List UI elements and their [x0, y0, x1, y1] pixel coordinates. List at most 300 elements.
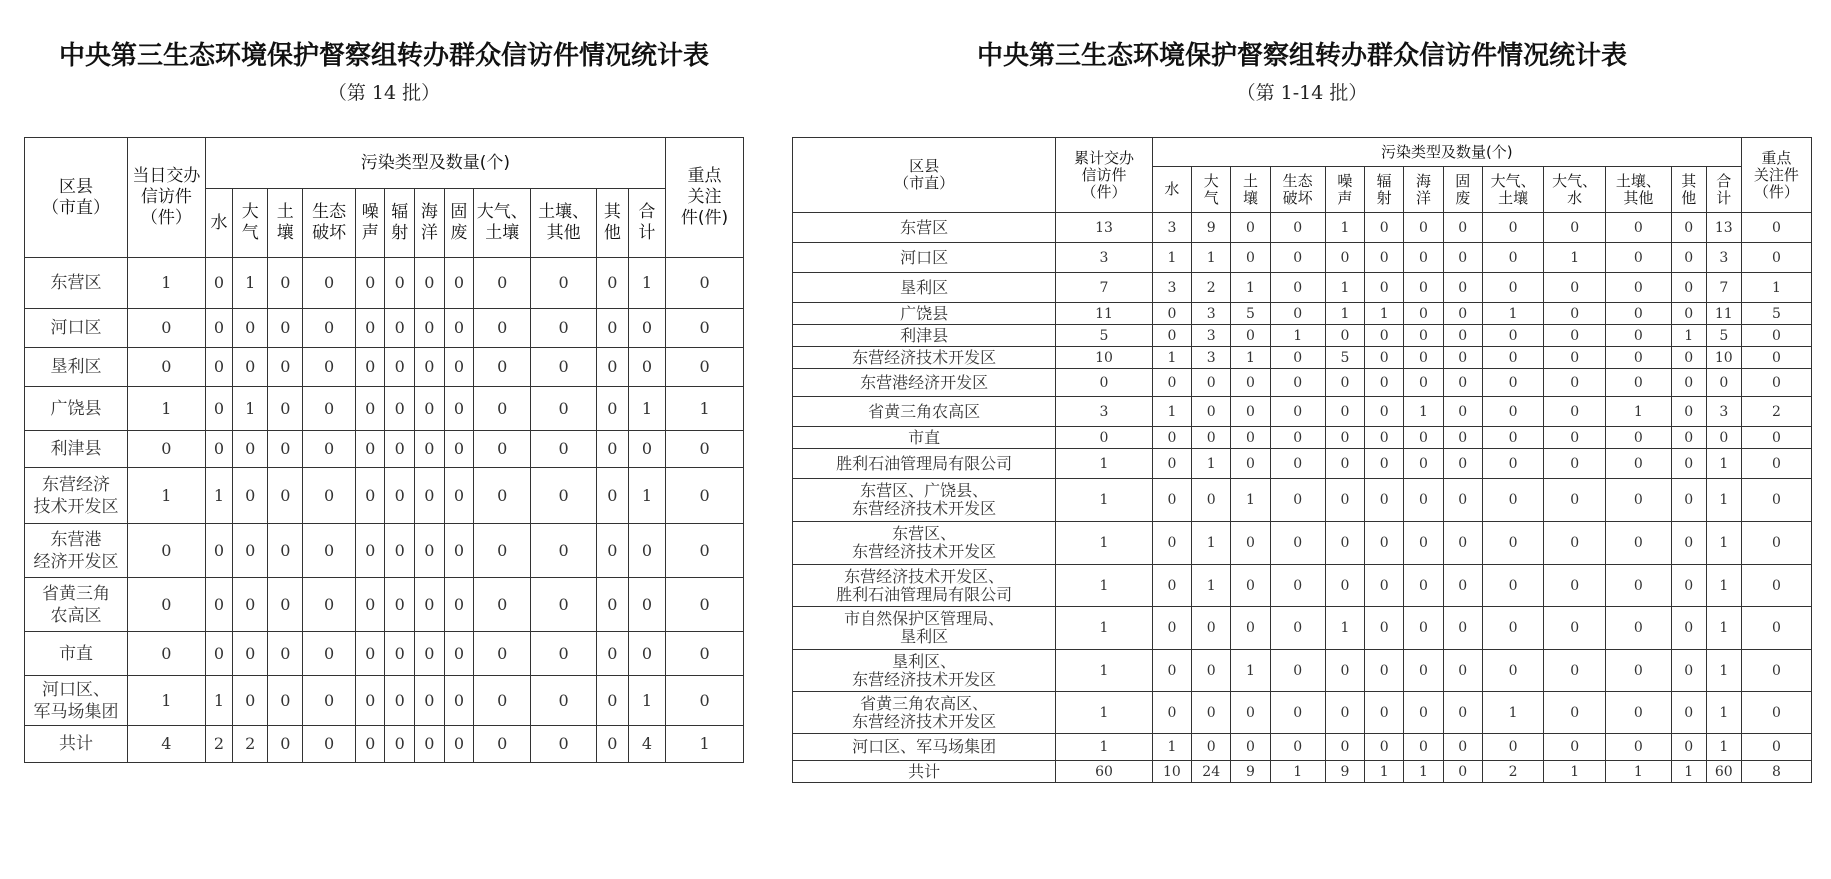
left-cell: 1 — [233, 387, 268, 431]
right-cell: 0 — [1671, 213, 1706, 243]
right-cell: 0 — [1544, 347, 1606, 369]
right-cell: 0 — [1544, 692, 1606, 734]
right-cell: 1 — [1231, 273, 1270, 303]
right-cell: 1 — [1365, 761, 1404, 783]
right-cell: 13 — [1706, 213, 1741, 243]
right-cell: 0 — [1671, 650, 1706, 692]
right-cell: 0 — [1482, 607, 1544, 650]
right-cell: 8 — [1741, 761, 1811, 783]
left-cell: 0 — [531, 258, 597, 309]
right-header-type: 生态 破坏 — [1270, 167, 1325, 213]
right-cell: 0 — [1671, 479, 1706, 522]
right-cell: 0 — [1231, 734, 1270, 761]
left-header-type: 生态 破坏 — [303, 189, 356, 258]
right-cell: 0 — [1482, 479, 1544, 522]
right-cell: 5 — [1741, 303, 1811, 325]
right-cell: 0 — [1544, 427, 1606, 449]
left-cell: 0 — [268, 387, 303, 431]
right-cell: 1 — [1231, 347, 1270, 369]
right-cell: 0 — [1365, 273, 1404, 303]
left-row-name: 利津县 — [25, 431, 128, 468]
right-cell: 1 — [1741, 273, 1811, 303]
right-cell: 1 — [1325, 303, 1364, 325]
left-cell: 0 — [666, 348, 744, 387]
left-cell: 0 — [531, 726, 597, 763]
right-cell: 0 — [1270, 397, 1325, 427]
right-cell: 3 — [1192, 303, 1231, 325]
left-row-name: 河口区、 军马场集团 — [25, 676, 128, 726]
right-cell: 0 — [1671, 303, 1706, 325]
right-cell: 24 — [1192, 761, 1231, 783]
left-cell: 0 — [474, 348, 531, 387]
right-cell: 3 — [1706, 397, 1741, 427]
right-cell: 0 — [1544, 213, 1606, 243]
right-cell: 0 — [1270, 692, 1325, 734]
left-cell: 1 — [666, 726, 744, 763]
right-cell: 1 — [1706, 650, 1741, 692]
left-cell: 0 — [303, 676, 356, 726]
right-cell: 0 — [1325, 479, 1364, 522]
left-cell: 0 — [385, 524, 415, 578]
right-cell: 3 — [1152, 213, 1191, 243]
right-cell: 0 — [1404, 650, 1443, 692]
left-cell: 0 — [385, 258, 415, 309]
right-cell: 0 — [1404, 522, 1443, 565]
left-cell: 0 — [531, 309, 597, 348]
left-cell: 0 — [596, 578, 628, 632]
table-row — [25, 524, 744, 578]
right-cell: 3 — [1706, 243, 1741, 273]
right-header-type: 大气、 水 — [1544, 167, 1606, 213]
table-row — [25, 258, 744, 309]
right-cell: 5 — [1325, 347, 1364, 369]
left-cell: 0 — [666, 258, 744, 309]
right-cell: 0 — [1482, 397, 1544, 427]
right-cell: 0 — [1404, 273, 1443, 303]
right-cell: 0 — [1741, 607, 1811, 650]
left-cell: 1 — [128, 258, 206, 309]
right-cell: 0 — [1365, 650, 1404, 692]
right-cell: 0 — [1741, 325, 1811, 347]
right-cell: 0 — [1544, 397, 1606, 427]
right-cell: 0 — [1365, 347, 1404, 369]
left-cell: 0 — [628, 309, 665, 348]
right-cell: 10 — [1706, 347, 1741, 369]
right-header-cumulative: 累计交办 信访件 （件） — [1056, 138, 1153, 213]
right-cell: 0 — [1671, 692, 1706, 734]
right-cell: 1 — [1152, 243, 1191, 273]
right-row-name: 市自然保护区管理局、 垦利区 — [793, 607, 1056, 650]
right-cell: 0 — [1741, 369, 1811, 397]
right-cell: 0 — [1404, 303, 1443, 325]
right-cell: 0 — [1325, 325, 1364, 347]
table-row — [793, 213, 1812, 243]
table-row — [25, 387, 744, 431]
right-cell: 0 — [1605, 522, 1671, 565]
right-cell: 2 — [1741, 397, 1811, 427]
left-cell: 0 — [531, 524, 597, 578]
right-cell: 60 — [1706, 761, 1741, 783]
right-cell: 1 — [1706, 692, 1741, 734]
left-cell: 0 — [596, 431, 628, 468]
right-cell: 0 — [1605, 427, 1671, 449]
right-cell: 0 — [1482, 734, 1544, 761]
left-cell: 0 — [531, 578, 597, 632]
right-cell: 0 — [1152, 303, 1191, 325]
right-cell: 0 — [1671, 397, 1706, 427]
right-header-type: 大气、 土壤 — [1482, 167, 1544, 213]
right-cell: 1 — [1706, 479, 1741, 522]
left-header-type: 噪 声 — [355, 189, 385, 258]
right-cell: 0 — [1404, 369, 1443, 397]
right-cell: 0 — [1270, 650, 1325, 692]
right-cell: 0 — [1544, 565, 1606, 607]
left-cell: 0 — [596, 309, 628, 348]
right-cell: 0 — [1605, 303, 1671, 325]
right-cell: 0 — [1741, 347, 1811, 369]
right-cell: 0 — [1404, 347, 1443, 369]
left-cell: 0 — [596, 726, 628, 763]
right-cell: 0 — [1706, 427, 1741, 449]
left-cell: 0 — [415, 524, 445, 578]
left-cell: 0 — [303, 578, 356, 632]
right-cell: 0 — [1231, 397, 1270, 427]
left-cell: 0 — [628, 348, 665, 387]
right-cell: 13 — [1056, 213, 1153, 243]
right-cell: 0 — [1325, 565, 1364, 607]
left-cell: 0 — [355, 387, 385, 431]
left-cell: 0 — [596, 524, 628, 578]
right-cell: 0 — [1443, 347, 1482, 369]
right-cell: 1 — [1270, 761, 1325, 783]
right-cell: 11 — [1706, 303, 1741, 325]
right-cell: 3 — [1192, 347, 1231, 369]
right-cell: 0 — [1192, 369, 1231, 397]
table-row — [793, 347, 1812, 369]
right-cell: 0 — [1544, 479, 1606, 522]
right-cell: 0 — [1671, 427, 1706, 449]
right-cell: 0 — [1056, 369, 1153, 397]
left-cell: 0 — [474, 309, 531, 348]
right-cell: 0 — [1443, 734, 1482, 761]
right-cell: 0 — [1365, 449, 1404, 479]
left-cell: 2 — [233, 726, 268, 763]
right-cell: 0 — [1231, 213, 1270, 243]
right-cell: 1 — [1544, 761, 1606, 783]
left-row-name: 市直 — [25, 632, 128, 676]
right-cell: 1 — [1706, 449, 1741, 479]
right-cell: 0 — [1365, 397, 1404, 427]
left-cell: 0 — [385, 387, 415, 431]
left-cell: 0 — [415, 468, 445, 524]
table-row — [25, 578, 744, 632]
right-cell: 0 — [1365, 479, 1404, 522]
right-cell: 1 — [1056, 734, 1153, 761]
left-header-type: 大 气 — [233, 189, 268, 258]
left-cell: 0 — [303, 468, 356, 524]
right-cell: 0 — [1443, 369, 1482, 397]
left-header-type: 合 计 — [628, 189, 665, 258]
right-cell: 0 — [1605, 565, 1671, 607]
right-cell: 0 — [1482, 369, 1544, 397]
left-cell: 0 — [233, 348, 268, 387]
right-cell: 0 — [1544, 325, 1606, 347]
right-subtitle: （第 1-14 批） — [1236, 82, 1368, 104]
right-cell: 1 — [1231, 479, 1270, 522]
right-cell: 1 — [1231, 650, 1270, 692]
right-cell: 0 — [1741, 734, 1811, 761]
right-cell: 0 — [1270, 369, 1325, 397]
right-title: 中央第三生态环境保护督察组转办群众信访件情况统计表 — [976, 41, 1627, 71]
left-cell: 0 — [355, 258, 385, 309]
right-cell: 1 — [1192, 522, 1231, 565]
left-cell: 1 — [628, 676, 665, 726]
left-cell: 0 — [474, 578, 531, 632]
left-cell: 0 — [268, 348, 303, 387]
right-cell: 0 — [1544, 607, 1606, 650]
right-cell: 0 — [1544, 273, 1606, 303]
left-table — [24, 137, 744, 763]
right-cell: 0 — [1325, 734, 1364, 761]
right-cell: 1 — [1325, 213, 1364, 243]
right-cell: 0 — [1741, 479, 1811, 522]
table-row — [25, 726, 744, 763]
table-row — [793, 565, 1812, 607]
left-header-focus: 重点 关注 件(件) — [666, 138, 744, 258]
left-cell: 0 — [385, 578, 415, 632]
right-cell: 0 — [1605, 273, 1671, 303]
right-cell: 1 — [1192, 565, 1231, 607]
right-cell: 0 — [1741, 692, 1811, 734]
right-cell: 0 — [1482, 213, 1544, 243]
right-cell: 0 — [1671, 243, 1706, 273]
right-cell: 9 — [1231, 761, 1270, 783]
left-cell: 0 — [355, 632, 385, 676]
right-row-name: 河口区 — [793, 243, 1056, 273]
left-cell: 0 — [531, 348, 597, 387]
right-cell: 1 — [1152, 347, 1191, 369]
left-cell: 0 — [415, 578, 445, 632]
right-cell: 0 — [1192, 692, 1231, 734]
left-header-type: 辐 射 — [385, 189, 415, 258]
left-cell: 0 — [385, 632, 415, 676]
left-cell: 0 — [666, 468, 744, 524]
right-cell: 60 — [1056, 761, 1153, 783]
right-cell: 0 — [1404, 449, 1443, 479]
right-header-type: 固 废 — [1443, 167, 1482, 213]
left-cell: 0 — [474, 726, 531, 763]
right-cell: 0 — [1443, 325, 1482, 347]
left-cell: 1 — [666, 387, 744, 431]
left-cell: 0 — [205, 258, 232, 309]
right-cell: 0 — [1443, 213, 1482, 243]
right-header-type: 辐 射 — [1365, 167, 1404, 213]
left-row-name: 共计 — [25, 726, 128, 763]
right-cell: 0 — [1404, 607, 1443, 650]
right-cell: 0 — [1741, 449, 1811, 479]
left-cell: 0 — [474, 258, 531, 309]
right-cell: 0 — [1544, 650, 1606, 692]
left-header-type: 海 洋 — [415, 189, 445, 258]
left-header-type: 土 壤 — [268, 189, 303, 258]
left-cell: 0 — [531, 431, 597, 468]
right-row-name: 胜利石油管理局有限公司 — [793, 449, 1056, 479]
right-cell: 1 — [1605, 761, 1671, 783]
left-cell: 0 — [355, 676, 385, 726]
left-cell: 0 — [666, 632, 744, 676]
right-row-name: 省黄三角农高区、 东营经济技术开发区 — [793, 692, 1056, 734]
right-cell: 0 — [1152, 479, 1191, 522]
right-cell: 3 — [1056, 243, 1153, 273]
right-cell: 0 — [1365, 692, 1404, 734]
left-cell: 0 — [233, 676, 268, 726]
left-header-type: 大气、 土壤 — [474, 189, 531, 258]
right-cell: 0 — [1365, 734, 1404, 761]
left-cell: 0 — [205, 387, 232, 431]
right-cell: 0 — [1443, 303, 1482, 325]
left-cell: 0 — [355, 524, 385, 578]
right-cell: 1 — [1482, 692, 1544, 734]
right-cell: 0 — [1605, 607, 1671, 650]
right-cell: 1 — [1192, 243, 1231, 273]
table-row — [793, 369, 1812, 397]
right-cell: 0 — [1482, 522, 1544, 565]
right-cell: 0 — [1605, 369, 1671, 397]
right-header-district: 区县 （市直） — [793, 138, 1056, 213]
right-cell: 0 — [1605, 692, 1671, 734]
right-cell: 0 — [1404, 243, 1443, 273]
right-cell: 0 — [1482, 449, 1544, 479]
left-cell: 0 — [128, 578, 206, 632]
right-cell: 0 — [1605, 449, 1671, 479]
right-cell: 0 — [1270, 565, 1325, 607]
right-cell: 0 — [1404, 565, 1443, 607]
right-cell: 0 — [1671, 565, 1706, 607]
right-cell: 5 — [1056, 325, 1153, 347]
left-cell: 0 — [303, 258, 356, 309]
right-cell: 0 — [1671, 607, 1706, 650]
left-cell: 0 — [303, 524, 356, 578]
left-cell: 1 — [205, 676, 232, 726]
left-cell: 0 — [415, 309, 445, 348]
right-cell: 1 — [1056, 650, 1153, 692]
right-row-name: 垦利区 — [793, 273, 1056, 303]
left-cell: 0 — [233, 309, 268, 348]
right-cell: 0 — [1544, 449, 1606, 479]
left-cell: 0 — [415, 726, 445, 763]
right-cell: 2 — [1482, 761, 1544, 783]
left-cell: 0 — [385, 309, 415, 348]
left-title: 中央第三生态环境保护督察组转办群众信访件情况统计表 — [58, 41, 709, 71]
right-cell: 1 — [1404, 397, 1443, 427]
right-cell: 0 — [1443, 565, 1482, 607]
right-cell: 11 — [1056, 303, 1153, 325]
left-cell: 0 — [233, 524, 268, 578]
left-cell: 4 — [628, 726, 665, 763]
right-cell: 3 — [1056, 397, 1153, 427]
right-header-type: 合 计 — [1706, 167, 1741, 213]
right-cell: 0 — [1671, 347, 1706, 369]
right-header-type: 土 壤 — [1231, 167, 1270, 213]
left-header-type: 固 废 — [444, 189, 474, 258]
left-row-name: 东营经济 技术开发区 — [25, 468, 128, 524]
right-cell: 0 — [1544, 734, 1606, 761]
right-cell: 0 — [1192, 397, 1231, 427]
table-row — [25, 676, 744, 726]
right-cell: 1 — [1056, 449, 1153, 479]
left-cell: 0 — [268, 676, 303, 726]
left-row-name: 广饶县 — [25, 387, 128, 431]
right-cell: 0 — [1671, 449, 1706, 479]
right-cell: 2 — [1192, 273, 1231, 303]
left-cell: 0 — [531, 468, 597, 524]
right-cell: 1 — [1544, 243, 1606, 273]
left-cell: 0 — [233, 468, 268, 524]
right-cell: 0 — [1270, 243, 1325, 273]
right-cell: 7 — [1056, 273, 1153, 303]
left-cell: 0 — [268, 431, 303, 468]
left-cell: 0 — [205, 632, 232, 676]
right-cell: 0 — [1152, 369, 1191, 397]
left-cell: 0 — [596, 387, 628, 431]
right-cell: 0 — [1482, 427, 1544, 449]
left-cell: 0 — [385, 468, 415, 524]
left-cell: 0 — [128, 524, 206, 578]
right-cell: 0 — [1231, 449, 1270, 479]
right-row-name: 东营经济技术开发区、 胜利石油管理局有限公司 — [793, 565, 1056, 607]
left-header-pollution-group: 污染类型及数量(个) — [205, 138, 665, 189]
right-cell: 0 — [1231, 565, 1270, 607]
left-cell: 0 — [205, 524, 232, 578]
left-cell: 0 — [474, 468, 531, 524]
right-row-name: 省黄三角农高区 — [793, 397, 1056, 427]
right-cell: 0 — [1192, 650, 1231, 692]
left-cell: 0 — [128, 632, 206, 676]
left-cell: 0 — [128, 309, 206, 348]
left-cell: 0 — [205, 309, 232, 348]
right-cell: 9 — [1325, 761, 1364, 783]
table-row — [793, 303, 1812, 325]
right-cell: 0 — [1231, 607, 1270, 650]
right-cell: 0 — [1741, 243, 1811, 273]
right-cell: 1 — [1671, 761, 1706, 783]
left-cell: 1 — [205, 468, 232, 524]
left-cell: 1 — [628, 387, 665, 431]
right-cell: 0 — [1325, 427, 1364, 449]
left-cell: 0 — [268, 632, 303, 676]
right-row-name: 东营区 — [793, 213, 1056, 243]
left-cell: 1 — [233, 258, 268, 309]
right-cell: 3 — [1152, 273, 1191, 303]
left-cell: 0 — [444, 348, 474, 387]
right-cell: 0 — [1443, 479, 1482, 522]
left-cell: 1 — [128, 387, 206, 431]
right-cell: 0 — [1325, 692, 1364, 734]
right-cell: 0 — [1270, 734, 1325, 761]
right-cell: 0 — [1152, 565, 1191, 607]
table-row — [793, 397, 1812, 427]
left-cell: 0 — [385, 726, 415, 763]
left-cell: 0 — [385, 431, 415, 468]
right-cell: 0 — [1741, 213, 1811, 243]
right-cell: 5 — [1706, 325, 1741, 347]
right-cell: 5 — [1231, 303, 1270, 325]
left-cell: 0 — [355, 309, 385, 348]
table-row — [25, 431, 744, 468]
left-cell: 0 — [444, 468, 474, 524]
right-cell: 10 — [1152, 761, 1191, 783]
left-cell: 0 — [233, 431, 268, 468]
